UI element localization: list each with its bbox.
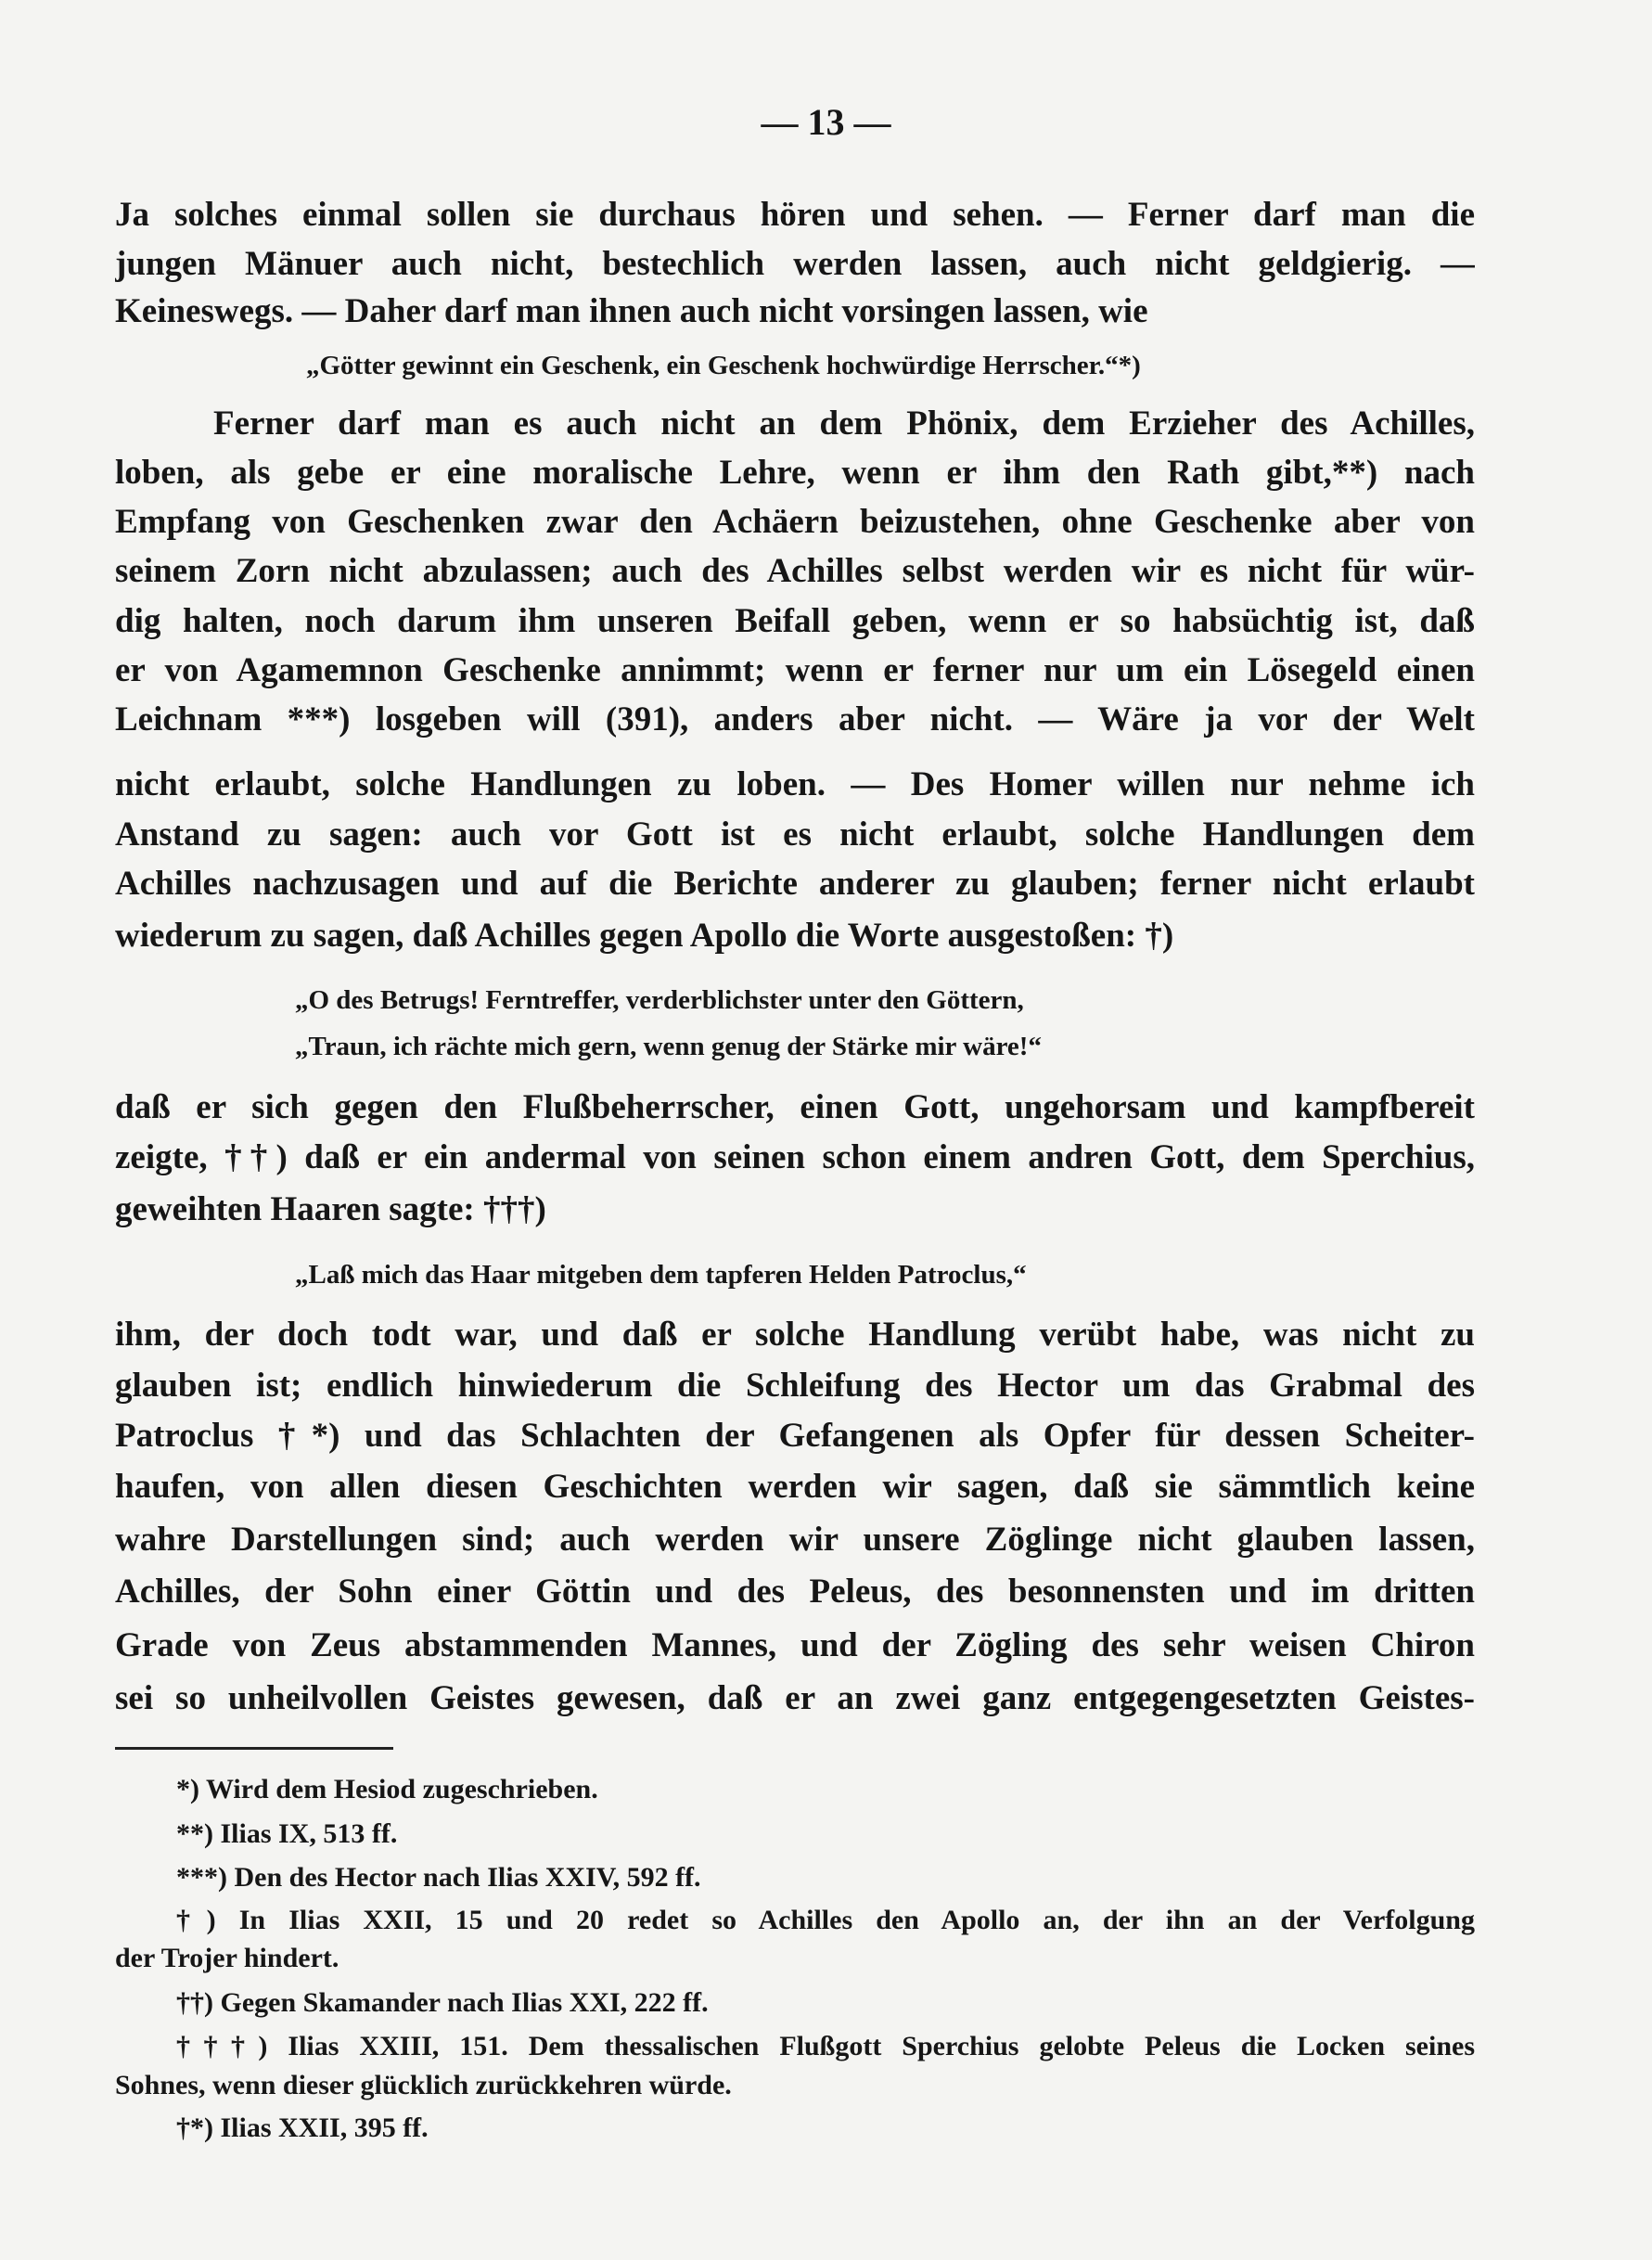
- body-line: wahre Darstellungen sind; auch werden wir unsere Zöglinge nicht glauben lassen,: [115, 1521, 1475, 1559]
- body-line: Grade von Zeus abstammenden Mannes, und der Zögling des sehr weisen Chiron: [115, 1626, 1475, 1664]
- footnote-line: *) Wird dem Hesiod zugeschrieben.: [176, 1774, 598, 1804]
- body-line: Achilles nachzusagen und auf die Berichte anderer zu glauben; ferner nicht erlaubt: [115, 865, 1475, 903]
- body-line: dig halten, noch darum ihm unseren Beifall geben, wenn er so habsüchtig ist, daß: [115, 602, 1475, 640]
- footnote-rule: [115, 1747, 393, 1750]
- body-line: wiederum zu sagen, daß Achilles gegen Apollo die Worte ausgestoßen: †): [115, 917, 1174, 955]
- footnote-line: **) Ilias IX, 513 ff.: [176, 1818, 398, 1849]
- body-line: geweihten Haaren sagte: †††): [115, 1190, 546, 1228]
- page-number: — 13 —: [761, 101, 891, 143]
- body-line: er von Agamemnon Geschenke annimmt; wenn er ferner nur um ein Lösegeld einen: [115, 651, 1475, 689]
- body-line: glauben ist; endlich hinwiederum die Schleifung des Hector um das Grabmal des: [115, 1367, 1475, 1405]
- footnote-line: der Trojer hindert.: [115, 1943, 339, 1973]
- body-line: Keineswegs. — Daher darf man ihnen auch nicht vorsingen lassen, wie: [115, 292, 1148, 330]
- body-line: Empfang von Geschenken zwar den Achäern beizustehen, ohne Geschenke aber von: [115, 503, 1475, 541]
- body-line: ihm, der doch todt war, und daß er solche Handlung verübt habe, was nicht zu: [115, 1316, 1475, 1354]
- body-line: Ja solches einmal sollen sie durchaus hören und sehen. — Ferner darf man die: [115, 196, 1475, 234]
- body-line: haufen, von allen diesen Geschichten werden wir sagen, daß sie sämmtlich keine: [115, 1468, 1475, 1506]
- body-line: Patroclus †*) und das Schlachten der Gefangenen als Opfer für dessen Scheiter-: [115, 1417, 1475, 1455]
- body-line: sei so unheilvollen Geistes gewesen, daß er an zwei ganz entgegengesetzten Geistes-: [115, 1679, 1475, 1717]
- footnote-line: ***) Den des Hector nach Ilias XXIV, 592 ff.: [176, 1862, 701, 1893]
- footnote-line: †) In Ilias XXII, 15 und 20 redet so Achilles den Apollo an, der ihn an der Verfolgung: [176, 1905, 1475, 1935]
- quotation-line: „Traun, ich rächte mich gern, wenn genug der Stärke mir wäre!“: [295, 1032, 1042, 1061]
- footnote-line: ††) Gegen Skamander nach Ilias XXI, 222 ff.: [176, 1987, 709, 2018]
- body-line: Ferner darf man es auch nicht an dem Phönix, dem Erzieher des Achilles,: [213, 404, 1475, 443]
- body-line: jungen Mänuer auch nicht, bestechlich werden lassen, auch nicht geldgierig. —: [115, 245, 1475, 283]
- body-line: Leichnam ***) losgeben will (391), anders aber nicht. — Wäre ja vor der Welt: [115, 700, 1475, 738]
- quotation-line: „Götter gewinnt ein Geschenk, ein Geschenk hochwürdige Herrscher.“*): [306, 351, 1141, 380]
- footnote-line: †*) Ilias XXII, 395 ff.: [176, 2112, 429, 2143]
- body-line: nicht erlaubt, solche Handlungen zu loben. — Des Homer willen nur nehme ich: [115, 765, 1475, 803]
- body-line: loben, als gebe er eine moralische Lehre, wenn er ihm den Rath gibt,**) nach: [115, 454, 1475, 492]
- body-line: seinem Zorn nicht abzulassen; auch des Achilles selbst werden wir es nicht für wür-: [115, 552, 1475, 590]
- body-line: Anstand zu sagen: auch vor Gott ist es nicht erlaubt, solche Handlungen dem: [115, 815, 1475, 854]
- quotation-line: „Laß mich das Haar mitgeben dem tapferen Helden Patroclus,“: [295, 1260, 1027, 1290]
- body-line: daß er sich gegen den Flußbeherrscher, einen Gott, ungehorsam und kampfbereit: [115, 1088, 1475, 1126]
- quotation-line: „O des Betrugs! Ferntreffer, verderblichster unter den Göttern,: [295, 985, 1024, 1015]
- footnote-line: †††) Ilias XXIII, 151. Dem thessalischen Flußgott Sperchius gelobte Peleus die Locken seines: [176, 2031, 1475, 2061]
- body-line: zeigte, ††) daß er ein andermal von seinen schon einem andren Gott, dem Sperchius,: [115, 1138, 1475, 1176]
- footnote-line: Sohnes, wenn dieser glücklich zurückkehren würde.: [115, 2070, 732, 2100]
- body-line: Achilles, der Sohn einer Göttin und des Peleus, des besonnensten und im dritten: [115, 1573, 1475, 1611]
